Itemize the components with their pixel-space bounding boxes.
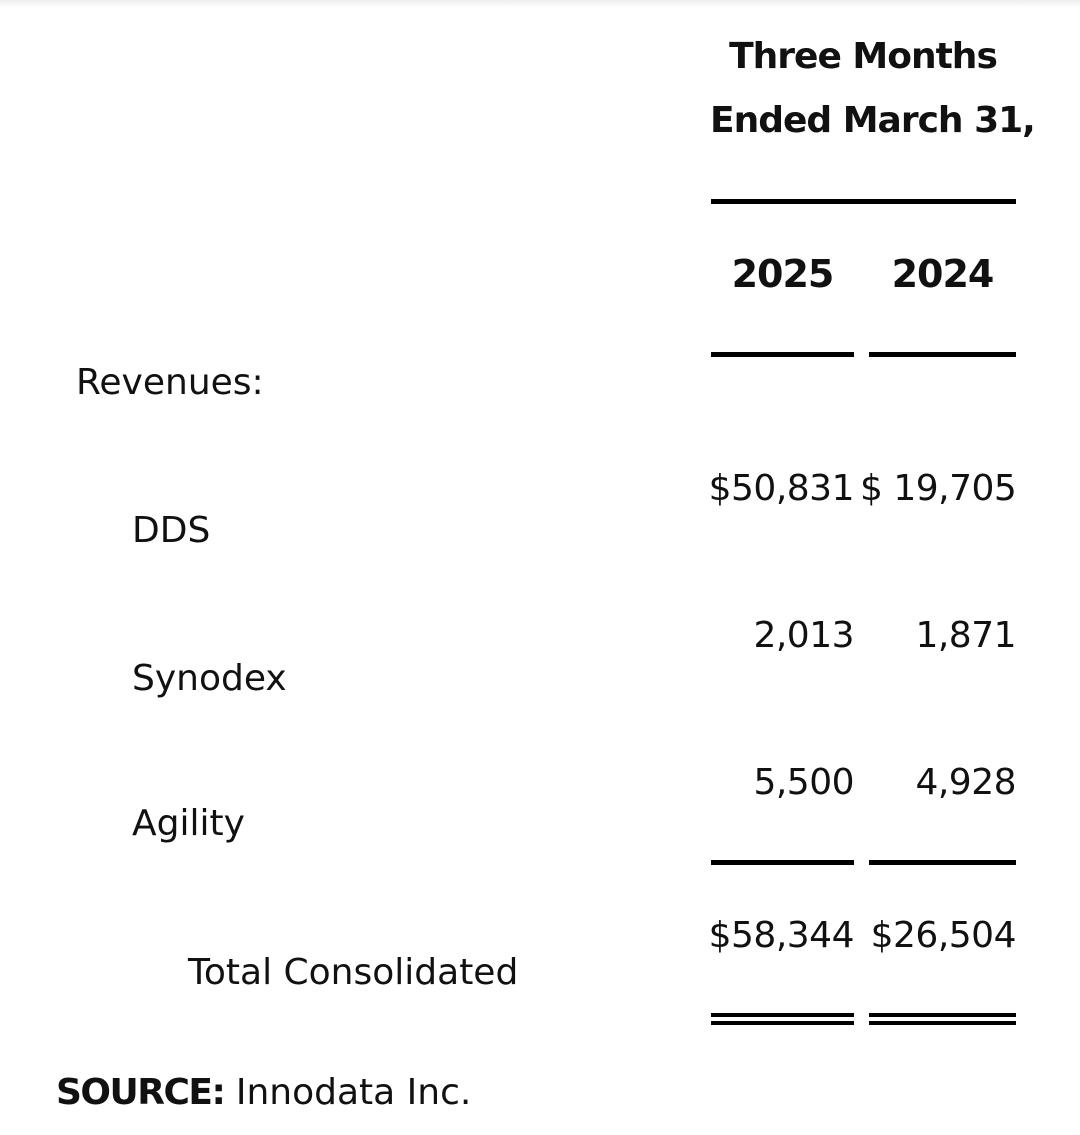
row-label-synodex: Synodex (132, 658, 287, 699)
total-double-rule-prior (869, 1013, 1016, 1025)
subtotal-rule-current (711, 860, 854, 865)
period-header-line1: Three Months (729, 36, 997, 77)
top-edge-shadow (0, 0, 1080, 8)
period-header-rule (711, 199, 1016, 204)
row-label-total: Total Consolidated (188, 952, 519, 993)
row-label-dds: DDS (132, 510, 211, 551)
section-label-revenues: Revenues: (76, 362, 264, 403)
period-header-line2: Ended March 31, (710, 100, 1035, 141)
source-line (56, 1072, 471, 1113)
source-key: SOURCE: (56, 1072, 225, 1113)
value-total-prior: $26,504 (870, 915, 1016, 956)
year-header-current: 2025 (731, 252, 834, 296)
value-dds-current: $50,831 (708, 468, 854, 509)
value-synodex-current: 2,013 (753, 615, 854, 656)
year-rule-current (711, 352, 854, 357)
value-synodex-prior: 1,871 (915, 615, 1016, 656)
subtotal-rule-prior (869, 860, 1016, 865)
value-total-current: $58,344 (708, 915, 854, 956)
row-label-agility: Agility (132, 803, 245, 844)
value-dds-prior: $ 19,705 (860, 468, 1017, 509)
total-double-rule-current (711, 1013, 854, 1025)
source-value: Innodata Inc. (224, 1072, 472, 1113)
year-header-prior: 2024 (891, 252, 994, 296)
value-agility-prior: 4,928 (915, 762, 1016, 803)
value-agility-current: 5,500 (753, 762, 854, 803)
year-rule-prior (869, 352, 1016, 357)
